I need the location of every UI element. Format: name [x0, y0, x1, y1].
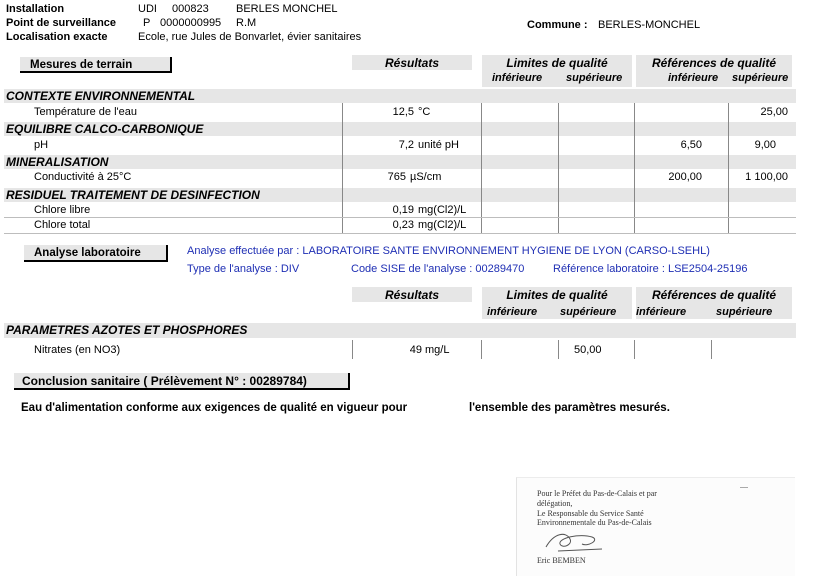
group-name: EQUILIBRE CALCO-CARBONIQUE: [6, 122, 204, 136]
terrain-refs-header: Références de qualité: [651, 56, 777, 70]
ref-sup: 9,00: [754, 139, 776, 151]
grid-line: [342, 103, 343, 234]
labo-limits-header: Limites de qualité: [506, 288, 608, 302]
installation-label: Installation: [6, 3, 65, 15]
point-number: 0000000995: [160, 17, 222, 29]
terrain-refs-inf: inférieure: [668, 72, 719, 84]
param-value: 7,2: [398, 139, 414, 151]
terrain-refs-sup: supérieure: [732, 72, 789, 84]
param-unit: mg(Cl2)/L: [418, 204, 467, 216]
grid-line: [634, 103, 635, 234]
param-name: Nitrates (en NO3): [34, 344, 121, 356]
grid-line: [352, 340, 353, 359]
labo-results-header: Résultats: [384, 288, 440, 302]
localisation-label: Localisation exacte: [6, 31, 108, 43]
commune-label: Commune :: [527, 19, 588, 31]
grid-line: [711, 340, 712, 359]
param-value: 0,23: [392, 219, 414, 231]
labo-refs-sup: supérieure: [716, 306, 773, 318]
commune-value: BERLES-MONCHEL: [598, 19, 701, 31]
param-name: pH: [34, 139, 49, 151]
labo-analysis-type: Type de l'analyse : DIV: [187, 263, 300, 275]
conclusion-title: Conclusion sanitaire ( Prélèvement N° : 00289784): [14, 373, 350, 390]
param-name: Température de l'eau: [34, 106, 137, 118]
param-unit: mg(Cl2)/L: [418, 219, 467, 231]
terrain-limits-header: Limites de qualité: [506, 56, 608, 70]
ref-sup: 1 100,00: [745, 171, 788, 183]
ref-inf: 6,50: [680, 139, 702, 151]
installation-number: 000823: [172, 3, 209, 15]
signatory-name: Eric BEMBEN: [537, 556, 586, 565]
installation-code: UDI: [138, 3, 157, 15]
labo-sise-code: Code SISE de l'analyse : 00289470: [351, 263, 525, 275]
dash-mark: [740, 487, 748, 488]
terrain-results-header: Résultats: [384, 56, 440, 70]
grid-line: [558, 103, 559, 234]
terrain-section-title: Mesures de terrain: [20, 57, 172, 73]
grid-line: [481, 340, 482, 359]
param-value: 12,5: [392, 106, 414, 118]
param-value: 0,19: [392, 204, 414, 216]
param-value: 765: [387, 171, 406, 183]
labo-reference: Référence laboratoire : LSE2504-25196: [553, 263, 748, 275]
localisation-value: Ecole, rue Jules de Bonvarlet, évier sanitaires: [138, 31, 362, 43]
signature-line-4: Environnementale du Pas-de-Calais: [537, 518, 652, 527]
param-name: Conductivité à 25°C: [34, 171, 132, 183]
param-unit: °C: [418, 106, 431, 118]
row-separator: [4, 217, 796, 218]
ref-sup: 25,00: [760, 106, 788, 118]
lim-sup: 50,00: [574, 344, 602, 356]
grid-line: [728, 103, 729, 234]
group-name: PARAMETRES AZOTES ET PHOSPHORES: [6, 323, 248, 337]
labo-refs-header: Références de qualité: [651, 288, 777, 302]
group-name: RESIDUEL TRAITEMENT DE DESINFECTION: [6, 188, 260, 202]
group-bar: [4, 155, 796, 169]
grid-line: [558, 340, 559, 359]
group-name: CONTEXTE ENVIRONNEMENTAL: [6, 89, 196, 103]
point-label: Point de surveillance: [6, 17, 117, 29]
param-name: Chlore libre: [34, 204, 91, 216]
param-unit: µS/cm: [410, 171, 442, 183]
conclusion-text-b: l'ensemble des paramètres mesurés.: [469, 402, 670, 414]
point-code: P: [143, 17, 151, 29]
labo-section-title: Analyse laboratoire: [24, 245, 168, 262]
signature-line-2: délégation,: [537, 499, 573, 508]
ref-inf: 200,00: [668, 171, 702, 183]
labo-refs-inf: inférieure: [636, 306, 687, 318]
conclusion-text-a: Eau d'alimentation conforme aux exigences de qualité en vigueur pour: [21, 402, 408, 414]
labo-limits-inf: inférieure: [487, 306, 538, 318]
handwritten-signature-icon: [540, 527, 620, 555]
installation-name: BERLES MONCHEL: [236, 3, 338, 15]
group-name: MINERALISATION: [6, 155, 109, 169]
param-unit: mg/L: [425, 344, 450, 356]
param-name: Chlore total: [34, 219, 91, 231]
labo-limits-sup: supérieure: [560, 306, 617, 318]
terrain-limits-sup: supérieure: [566, 72, 623, 84]
signature-line-3: Le Responsable du Service Santé: [537, 509, 644, 518]
labo-performed-by: Analyse effectuée par : LABORATOIRE SANTE ENVIRONNEMENT HYGIENE DE LYON (CARSO-LSEHL): [187, 245, 710, 257]
row-separator: [4, 233, 796, 234]
grid-line: [481, 103, 482, 234]
point-name: R.M: [236, 17, 257, 29]
param-unit: unité pH: [418, 139, 459, 151]
grid-line: [634, 340, 635, 359]
param-value: 49: [409, 344, 422, 356]
signature-line-1: Pour le Préfet du Pas-de-Calais et par: [537, 489, 657, 498]
terrain-limits-inf: inférieure: [492, 72, 543, 84]
